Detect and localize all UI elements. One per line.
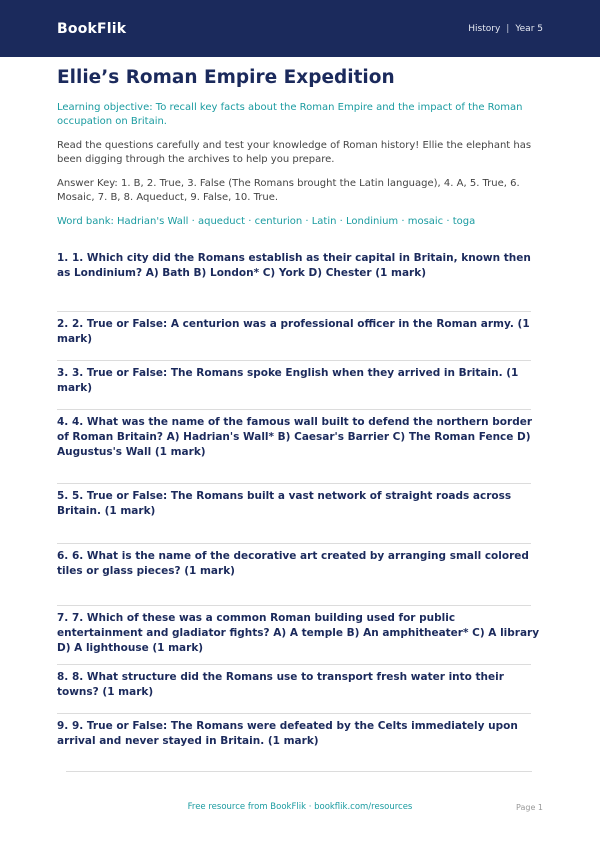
answer-line[interactable]: [57, 713, 531, 714]
intro-text: Read the questions carefully and test your knowledge of Roman history! Ellie the elephant has been digging through the archives to help you prepare.: [57, 140, 532, 165]
question-list: [57, 251, 543, 758]
question-text: 3. 3. True or False: The Romans spoke English when they arrived in Britain. (1 mark): [57, 367, 519, 394]
question-item: [57, 543, 543, 605]
page-title: Ellie’s Roman Empire Expedition: [57, 67, 395, 88]
learning-objective: Learning objective: To recall key facts about the Roman Empire and the impact of the Roman occupation on Britain.: [57, 102, 523, 127]
page-header: [0, 0, 600, 57]
answer-key: Answer Key: 1. B, 2. True, 3. False (The Romans brought the Latin language), 4. A, 5. True, 6. Mosaic, 7. B, 8. Aqueduct, 9. False, 10. True.: [57, 178, 520, 203]
worksheet-body: [57, 66, 543, 758]
footer-credit-link[interactable]: Free resource from BookFlik · bookflik.com/resources: [187, 802, 413, 812]
answer-line[interactable]: [57, 605, 531, 606]
question-item: [57, 311, 543, 360]
question-item: [57, 605, 543, 664]
header-meta: [468, 24, 543, 34]
answer-line[interactable]: [57, 311, 531, 312]
question-text: 9. 9. True or False: The Romans were defeated by the Celts immediately upon arrival and never stayed in Britain. (1 mark): [57, 720, 518, 747]
question-text: 1. 1. Which city did the Romans establish as their capital in Britain, known then as Londinium? A) Bath B) London* C) York D) Chester (1 mark): [57, 252, 531, 279]
question-item: [57, 251, 543, 311]
question-item: [57, 713, 543, 758]
word-bank: Word bank: Hadrian's Wall · aqueduct · centurion · Latin · Londinium · mosaic · toga: [57, 216, 476, 227]
question-text: 7. 7. Which of these was a common Roman building used for public entertainment and gladiator fights? A) A temple B) An amphitheater* C) A library D) A lighthouse (1 mark): [57, 612, 540, 654]
subject-label: History: [468, 23, 501, 34]
question-text: 8. 8. What structure did the Romans use to transport fresh water into their towns? (1 mark): [57, 671, 504, 698]
question-text: 2. 2. True or False: A centurion was a professional officer in the Roman army. (1 mark): [57, 318, 530, 345]
question-item: [57, 483, 543, 543]
answer-line[interactable]: [57, 483, 531, 484]
answer-line[interactable]: [57, 360, 531, 361]
answer-line[interactable]: [57, 664, 531, 665]
brand-logo[interactable]: BookFlik: [57, 20, 127, 37]
question-item: [57, 360, 543, 409]
footer-divider: [66, 771, 532, 772]
question-text: 4. 4. What was the name of the famous wall built to defend the northern border of Roman Britain? A) Hadrian's Wall* B) Caesar's Barrier C) The Roman Fence D) Augustus's Wall (1 mark): [57, 416, 533, 458]
question-text: 6. 6. What is the name of the decorative art created by arranging small colored tiles or glass pieces? (1 mark): [57, 550, 529, 577]
meta-separator: |: [506, 23, 510, 34]
question-text: 5. 5. True or False: The Romans built a vast network of straight roads across Britain. (1 mark): [57, 490, 512, 517]
answer-line[interactable]: [57, 409, 531, 410]
page-footer: [0, 797, 600, 817]
page-number: Page 1: [516, 803, 543, 812]
question-item: [57, 409, 543, 483]
question-item: [57, 664, 543, 713]
year-label: Year 5: [515, 23, 543, 34]
answer-line[interactable]: [57, 543, 531, 544]
